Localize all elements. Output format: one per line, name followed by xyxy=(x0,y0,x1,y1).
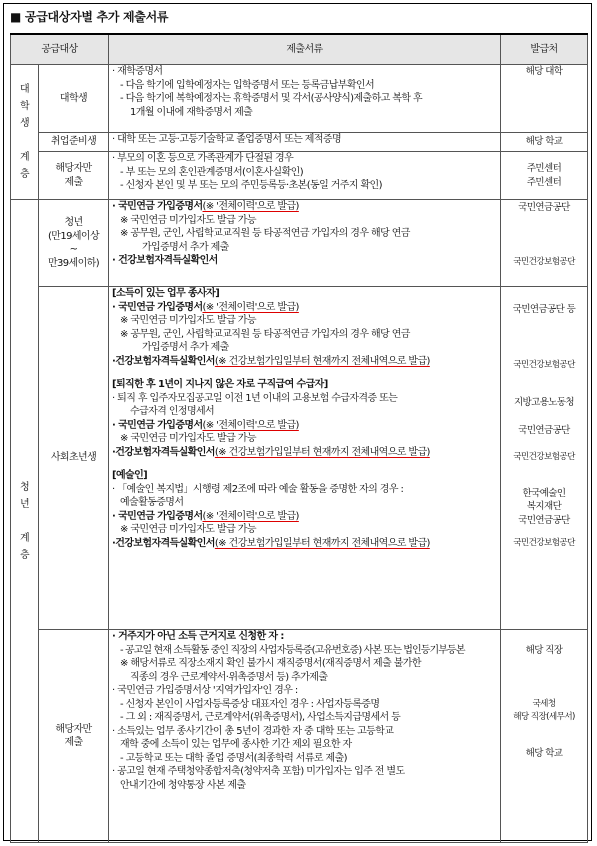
docs-student: · 재학증명서 - 다음 학기에 입학예정자는 입학증명서 또는 등록금납부확인서 - 다음 학기에 복학예정자는 휴학증명서 및 각서(공사양식)제출하고 복학 후 1개월 이내에 재학증명서 제출 xyxy=(109,65,501,133)
label-student: 대학생 xyxy=(39,65,109,133)
header-issuer: 발급처 xyxy=(501,34,588,65)
group-university: 대 학 생 계 층 xyxy=(11,65,39,200)
row-uni-parentless xyxy=(11,152,588,200)
section-title: ■ 공급대상자별 추가 제출서류 xyxy=(10,10,169,24)
issuer-youth: 국민연금공단 국민건강보험공단 xyxy=(501,200,588,287)
label-youth: 청년 (만19세이상 ~ 만39세이하) xyxy=(39,200,109,287)
documents-table xyxy=(10,33,588,843)
row-newcomer xyxy=(11,287,588,630)
header-target: 공급대상 xyxy=(11,34,109,65)
label-youth-only: 해당자만 제출 xyxy=(39,630,109,843)
issuer-youth-only: 해당 직장 국세청 해당 직장(세무서) 해당 학교 xyxy=(501,630,588,843)
group-youth: 청 년 계 층 xyxy=(11,200,39,843)
label-jobseeker: 취업준비생 xyxy=(39,133,109,152)
header-documents: 제출서류 xyxy=(109,34,501,65)
docs-uni-parentless: · 부모의 이혼 등으로 가족관계가 단절된 경우 - 부 또는 모의 혼인관계증명서(이혼사실확인) - 신청자 본인 및 부 또는 모의 주민등록등‧초본(동일 거주지 확인) xyxy=(109,152,501,200)
label-uni-parentless: 해당자만 제출 xyxy=(39,152,109,200)
row-youth-only xyxy=(11,630,588,843)
row-youth xyxy=(11,200,588,287)
docs-newcomer: [소득이 있는 업무 종사자] · 국민연금 가입증명서(※ '전체이력'으로 발급) ※ 국민연금 미가입자도 발급 가능 ※ 공무원, 군인, 사립학교교직원 등 타공적연금 가입자의 경우 해당 연금 가입증명서 추가 제출 ·건강보험자격득실확인서(※ 건강보험가입일부터 현재까지 전체내역으로 발급) [퇴직한 후 1년이 지나지 않은 자로 구직급여 수급자] · 퇴직 후 입주자모집공고일 이전 1년 이내의 고용보험 수급자격증 또는 수급자격 인정명세서 · 국민연금 가입증명서(※ '전체이력'으로 발급) ※ 국민연금 미가입자도 발급 가능 ·건강보험자격득실확인서(※ 건강보험가입일부터 현재까지 전체내역으로 발급) [예술인] · 「예술인 복지법」시행령 제2조에 따라 예술 활동을 증명한 자의 경우 : 예술활동증명서 · 국민연금 가입증명서(※ '전체이력'으로 발급) ※ 국민연금 미가입자도 발급 가능 ·건강보험자격득실확인서(※ 건강보험가입일부터 현재까지 전체내역으로 발급) xyxy=(109,287,501,630)
issuer-jobseeker: 해당 학교 xyxy=(501,133,588,152)
row-student xyxy=(11,65,588,133)
row-jobseeker xyxy=(11,133,588,152)
docs-youth-only: · 거주지가 아닌 소득 근거지로 신청한 자 : - 공고일 현재 소득활동 중인 직장의 사업자등록증(고유번호증) 사본 또는 법인등기부등본 ※ 해당서류로 직장소재지 확인 불가시 재직증명서(재직증명서 제출 불가한 직종의 경우 근로계약서‧위촉증명서 등) 추가제출 · 국민연금 가입증명서상 '지역가입자'인 경우 : - 신청자 본인이 사업자등록증상 대표자인 경우 : 사업자등록증명 - 그 외 : 재직증명서, 근로계약서(위촉증명서), 사업소득지급명세서 등 · 소득있는 업무 종사기간이 총 5년이 경과한 자 중 대학 또는 고등학교 재학 중에 소득이 있는 업무에 종사한 기간 제외 필요한 자 - 고등학교 또는 대학 졸업 증명서(최종학력 서류로 제출) · 공고일 현재 주택청약종합저축(청약저축 포함) 미가입자는 입주 전 별도 안내기간에 청약통장 사본 제출 xyxy=(109,630,501,843)
header-row xyxy=(11,34,588,65)
issuer-uni-parentless: 주민센터 주민센터 xyxy=(501,152,588,200)
issuer-student: 해당 대학 xyxy=(501,65,588,133)
docs-youth: · 국민연금 가입증명서(※ '전체이력'으로 발급) ※ 국민연금 미가입자도 발급 가능 ※ 공무원, 군인, 사립학교교직원 등 타공적연금 가입자의 경우 해당 연금 가입증명서 추가 제출 · 건강보험자격득실확인서 xyxy=(109,200,501,287)
issuer-newcomer: 국민연금공단 등 국민건강보험공단 지방고용노동청 국민연금공단 국민건강보험공단 한국예술인 복지재단 국민연금공단 국민건강보험공단 xyxy=(501,287,588,630)
label-newcomer: 사회초년생 xyxy=(39,287,109,630)
docs-jobseeker: · 대학 또는 고등‧고등기술학교 졸업증명서 또는 제적증명 xyxy=(109,133,501,152)
